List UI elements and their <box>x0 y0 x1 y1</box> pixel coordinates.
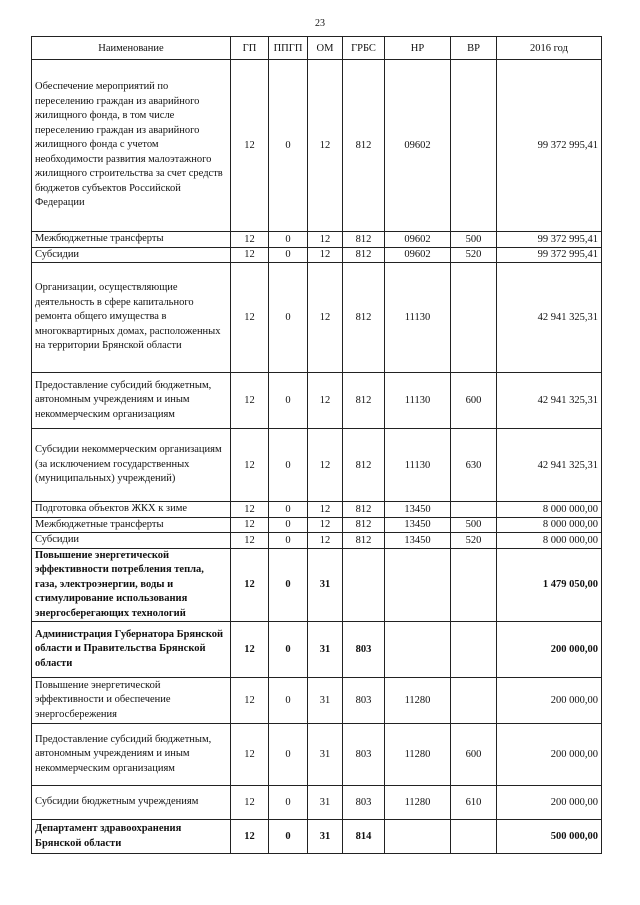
cell-om: 12 <box>308 373 343 429</box>
cell-sum: 42 941 325,31 <box>497 373 602 429</box>
cell-name: Подготовка объектов ЖКХ к зиме <box>32 502 231 518</box>
cell-name: Организации, осуществляющие деятельность в сфере капитального ремонта общего имущества в многоквартирных домах, расположенных на территории Брянской области <box>32 263 231 373</box>
cell-ppgp: 0 <box>269 533 308 549</box>
cell-om: 12 <box>308 429 343 502</box>
cell-name: Субсидии <box>32 533 231 549</box>
cell-om: 31 <box>308 820 343 854</box>
table-row <box>32 517 602 533</box>
cell-sum: 42 941 325,31 <box>497 429 602 502</box>
cell-grbs: 803 <box>343 678 385 724</box>
cell-gp: 12 <box>231 517 269 533</box>
cell-np: 09602 <box>385 60 451 232</box>
cell-ppgp: 0 <box>269 820 308 854</box>
cell-om: 12 <box>308 60 343 232</box>
cell-np: 11280 <box>385 724 451 786</box>
cell-vr <box>451 622 497 678</box>
cell-grbs: 803 <box>343 622 385 678</box>
cell-vr <box>451 548 497 622</box>
cell-gp: 12 <box>231 820 269 854</box>
cell-grbs: 812 <box>343 263 385 373</box>
cell-name: Субсидии некоммерческим организациям (за исключением государственных (муниципальных) учреждений) <box>32 429 231 502</box>
cell-vr: 500 <box>451 232 497 248</box>
cell-sum: 99 372 995,41 <box>497 60 602 232</box>
header-vr: ВР <box>451 37 497 60</box>
cell-vr <box>451 678 497 724</box>
cell-ppgp: 0 <box>269 548 308 622</box>
cell-ppgp: 0 <box>269 247 308 263</box>
cell-np: 11130 <box>385 373 451 429</box>
cell-name: Обеспечение мероприятий по переселению граждан из аварийного жилищного фонда, в том числе переселению граждан из аварийного жилищного фонда с учетом необходимости развития малоэтажного жилищного строительства за счет средств бюджетов субъектов Российской Федерации <box>32 60 231 232</box>
cell-grbs: 812 <box>343 373 385 429</box>
header-gp: ГП <box>231 37 269 60</box>
cell-om: 31 <box>308 786 343 820</box>
cell-vr: 600 <box>451 724 497 786</box>
cell-gp: 12 <box>231 622 269 678</box>
cell-om: 31 <box>308 548 343 622</box>
cell-vr <box>451 820 497 854</box>
cell-gp: 12 <box>231 263 269 373</box>
table-row <box>32 724 602 786</box>
cell-ppgp: 0 <box>269 232 308 248</box>
cell-name: Предоставление субсидий бюджетным, автономным учреждениям и иным некоммерческим организациям <box>32 724 231 786</box>
cell-om: 12 <box>308 247 343 263</box>
cell-grbs: 812 <box>343 429 385 502</box>
cell-ppgp: 0 <box>269 724 308 786</box>
cell-sum: 8 000 000,00 <box>497 502 602 518</box>
cell-np: 13450 <box>385 502 451 518</box>
cell-sum: 200 000,00 <box>497 724 602 786</box>
cell-om: 12 <box>308 232 343 248</box>
header-name: Наименование <box>32 37 231 60</box>
cell-sum: 200 000,00 <box>497 786 602 820</box>
cell-gp: 12 <box>231 724 269 786</box>
table-row <box>32 263 602 373</box>
table-row <box>32 678 602 724</box>
cell-ppgp: 0 <box>269 373 308 429</box>
cell-grbs: 812 <box>343 60 385 232</box>
cell-gp: 12 <box>231 429 269 502</box>
table-row <box>32 60 602 232</box>
table-row <box>32 232 602 248</box>
header-grbs: ГРБС <box>343 37 385 60</box>
cell-ppgp: 0 <box>269 60 308 232</box>
table-row <box>32 533 602 549</box>
cell-om: 31 <box>308 622 343 678</box>
cell-ppgp: 0 <box>269 263 308 373</box>
cell-grbs: 803 <box>343 786 385 820</box>
cell-gp: 12 <box>231 786 269 820</box>
table-row <box>32 786 602 820</box>
cell-name: Департамент здравоохранения Брянской области <box>32 820 231 854</box>
cell-grbs: 812 <box>343 232 385 248</box>
cell-sum: 42 941 325,31 <box>497 263 602 373</box>
cell-ppgp: 0 <box>269 429 308 502</box>
cell-grbs: 812 <box>343 502 385 518</box>
cell-vr: 630 <box>451 429 497 502</box>
cell-vr <box>451 263 497 373</box>
cell-vr <box>451 502 497 518</box>
cell-name: Администрация Губернатора Брянской области и Правительства Брянской области <box>32 622 231 678</box>
header-row <box>32 37 602 60</box>
cell-om: 12 <box>308 502 343 518</box>
cell-grbs: 812 <box>343 533 385 549</box>
cell-gp: 12 <box>231 502 269 518</box>
cell-om: 12 <box>308 517 343 533</box>
cell-gp: 12 <box>231 373 269 429</box>
header-np: НР <box>385 37 451 60</box>
cell-name: Повышение энергетической эффективности и обеспечение энергосбережения <box>32 678 231 724</box>
cell-np <box>385 820 451 854</box>
cell-np: 09602 <box>385 247 451 263</box>
cell-np: 13450 <box>385 533 451 549</box>
cell-vr: 500 <box>451 517 497 533</box>
cell-grbs: 812 <box>343 517 385 533</box>
header-ppgp: ППГП <box>269 37 308 60</box>
cell-name: Субсидии <box>32 247 231 263</box>
table-row <box>32 247 602 263</box>
cell-sum: 99 372 995,41 <box>497 232 602 248</box>
cell-vr: 610 <box>451 786 497 820</box>
cell-name: Предоставление субсидий бюджетным, автономным учреждениям и иным некоммерческим организациям <box>32 373 231 429</box>
cell-om: 31 <box>308 724 343 786</box>
cell-name: Субсидии бюджетным учреждениям <box>32 786 231 820</box>
cell-np <box>385 548 451 622</box>
cell-grbs: 812 <box>343 247 385 263</box>
page-number: 23 <box>315 18 325 29</box>
cell-ppgp: 0 <box>269 786 308 820</box>
table-row <box>32 548 602 622</box>
cell-sum: 1 479 050,00 <box>497 548 602 622</box>
cell-gp: 12 <box>231 247 269 263</box>
cell-np: 11130 <box>385 263 451 373</box>
cell-np: 13450 <box>385 517 451 533</box>
table-row <box>32 622 602 678</box>
cell-om: 12 <box>308 533 343 549</box>
cell-ppgp: 0 <box>269 502 308 518</box>
cell-np: 09602 <box>385 232 451 248</box>
cell-sum: 8 000 000,00 <box>497 517 602 533</box>
cell-ppgp: 0 <box>269 678 308 724</box>
cell-ppgp: 0 <box>269 622 308 678</box>
cell-np <box>385 622 451 678</box>
header-year: 2016 год <box>497 37 602 60</box>
table-row <box>32 373 602 429</box>
cell-name: Межбюджетные трансферты <box>32 517 231 533</box>
cell-sum: 99 372 995,41 <box>497 247 602 263</box>
table-row <box>32 429 602 502</box>
cell-np: 11130 <box>385 429 451 502</box>
cell-name: Межбюджетные трансферты <box>32 232 231 248</box>
header-om: ОМ <box>308 37 343 60</box>
cell-vr: 520 <box>451 533 497 549</box>
cell-vr <box>451 60 497 232</box>
cell-ppgp: 0 <box>269 517 308 533</box>
cell-gp: 12 <box>231 548 269 622</box>
table-row <box>32 502 602 518</box>
cell-vr: 520 <box>451 247 497 263</box>
table-row <box>32 820 602 854</box>
cell-om: 31 <box>308 678 343 724</box>
cell-gp: 12 <box>231 533 269 549</box>
cell-np: 11280 <box>385 678 451 724</box>
cell-om: 12 <box>308 263 343 373</box>
cell-sum: 8 000 000,00 <box>497 533 602 549</box>
cell-sum: 200 000,00 <box>497 622 602 678</box>
cell-vr: 600 <box>451 373 497 429</box>
cell-grbs: 814 <box>343 820 385 854</box>
cell-name: Повышение энергетической эффективности потребления тепла, газа, электроэнергии, воды и стимулирование использования энергосберегающих технологий <box>32 548 231 622</box>
cell-grbs <box>343 548 385 622</box>
cell-gp: 12 <box>231 232 269 248</box>
cell-gp: 12 <box>231 678 269 724</box>
cell-gp: 12 <box>231 60 269 232</box>
cell-grbs: 803 <box>343 724 385 786</box>
cell-sum: 200 000,00 <box>497 678 602 724</box>
cell-np: 11280 <box>385 786 451 820</box>
cell-sum: 500 000,00 <box>497 820 602 854</box>
budget-table <box>31 36 602 854</box>
